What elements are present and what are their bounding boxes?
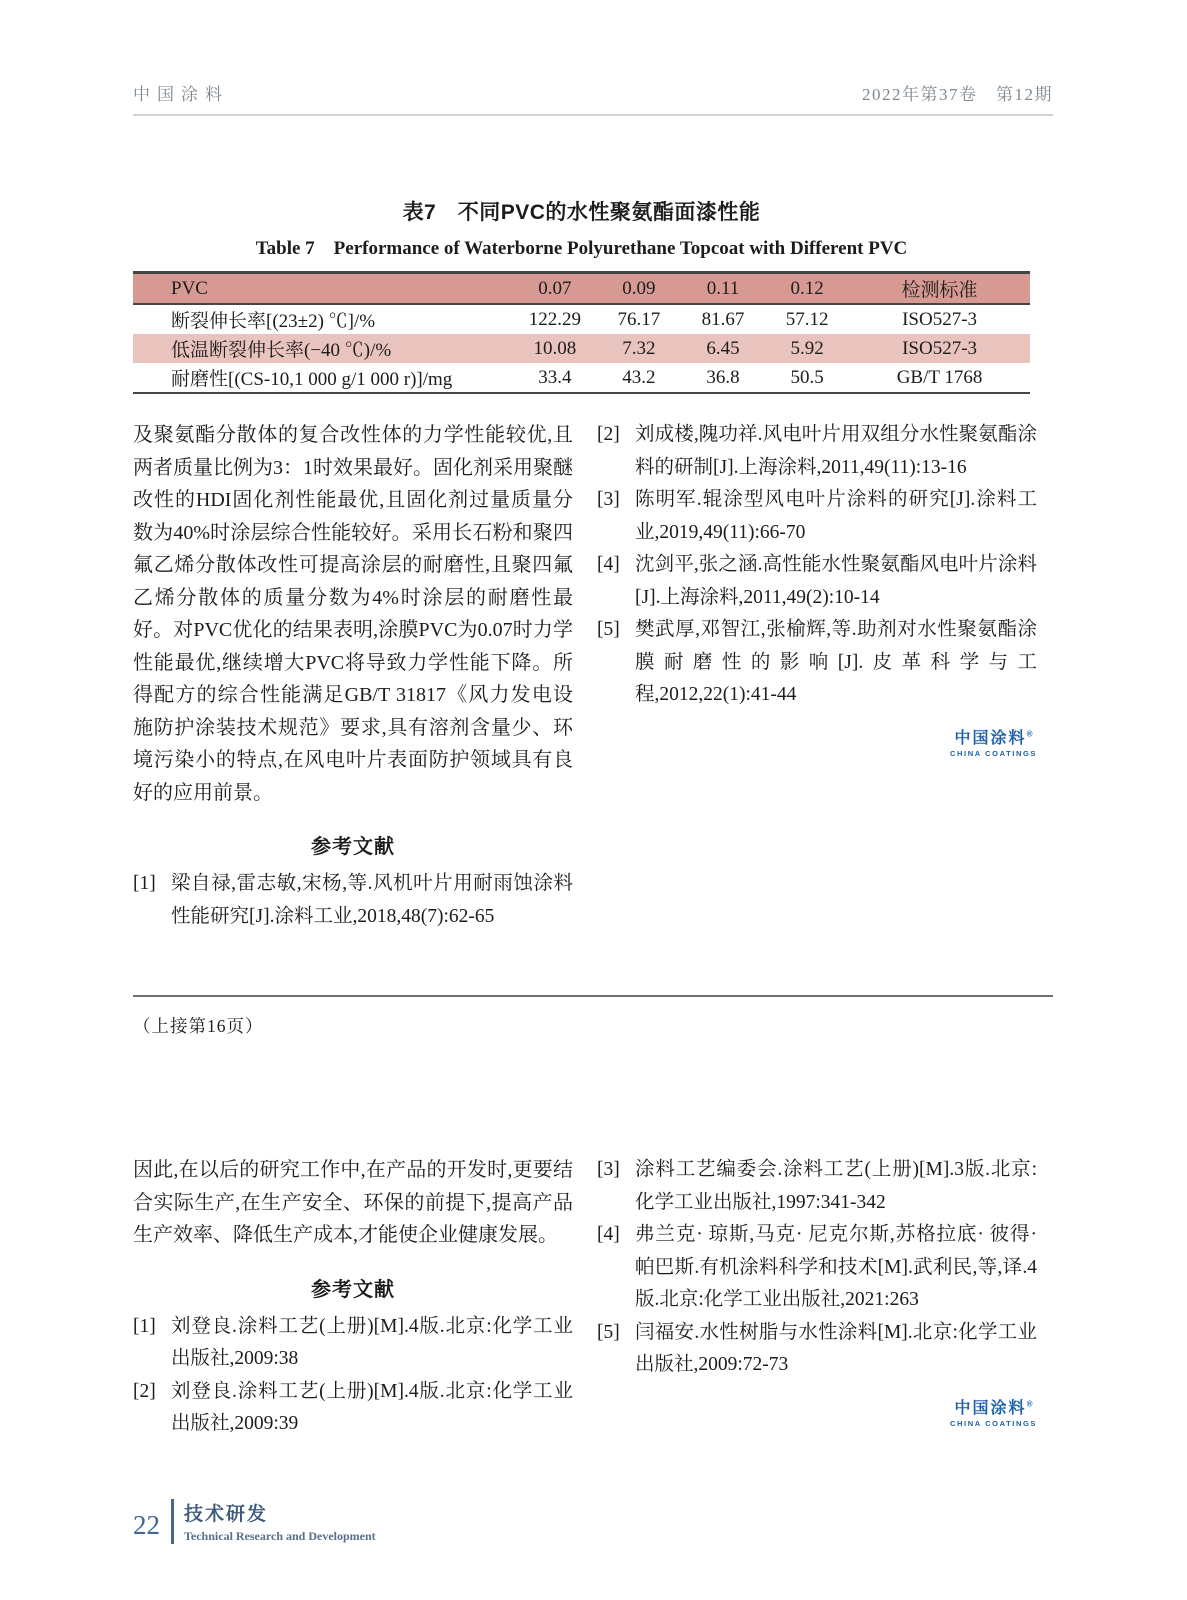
article-2 [133,1154,1037,1441]
table-header-cell: PVC [171,277,208,299]
value-cell: GB/T 1768 [896,366,983,388]
conclusion-paragraph: 及聚氨酯分散体的复合改性体的力学性能较优,且两者质量比例为3：1时效果最好。固化剂采用聚醚改性的HDI固化剂性能最优,且固化剂过量质量分数为40%时涂层综合性能较好。采用长石粉和聚四氟乙烯分散体改性可提高涂层的耐磨性,且聚四氟乙烯分散体的质量分数为4%时涂层的耐磨性最好。对PVC优化的结果表明,涂膜PVC为0.07时力学性能最优,继续增大PVC将导致力学性能下降。所得配方的综合性能满足GB/T 31817《风力发电设施防护涂装技术规范》要求,具有溶剂含量少、环境污染小的特点,在风电叶片表面防护领域具有良好的应用前景。 [133,424,573,804]
value-cell: 5.92 [790,337,824,359]
value-cell: 43.2 [622,366,656,388]
table-row [133,363,1030,393]
reference-item [597,1317,1037,1382]
pvc-table [133,271,1030,394]
table-title-en: Table 7 Performance of Waterborne Polyurethane Topcoat with Different PVC [255,238,908,259]
page-footer [133,1499,376,1544]
reference-text: 陈明军.辊涂型风电叶片涂料的研究[J].涂料工业,2019,49(11):66-70 [635,489,1037,543]
table-header-cell: 0.11 [706,277,740,299]
references-heading-2: 参考文献 [311,1278,395,1301]
page-header [133,80,1053,116]
reference-text: 弗兰克· 琼斯,马克· 尼克尔斯,苏格拉底· 彼得· 帕巴斯.有机涂料科学和技术[M].武利民,等,译.4版.北京:化学工业出版社,2021:263 [635,1224,1037,1310]
table-title-cn: 表7 不同PVC的水性聚氨酯面漆性能 [402,201,761,224]
reference-text: 刘登良.涂料工艺(上册)[M].4版.北京:化学工业出版社,2009:38 [171,1315,573,1369]
reference-text: 刘成楼,隗功祥.风电叶片用双组分水性聚氨酯涂料的研制[J].上海涂料,2011,49(11):13-16 [635,424,1037,478]
pvc-table-head-row [133,273,1030,305]
row-label-cell: 低温断裂伸长率(−40 ℃)/% [171,340,392,361]
reference-number: [4] [597,554,620,575]
reference-item [597,1154,1037,1219]
value-cell: ISO527-3 [902,308,978,330]
reference-number: [2] [133,1380,156,1402]
reference-number: [4] [597,1224,620,1245]
reference-text: 刘登良.涂料工艺(上册)[M].4版.北京:化学工业出版社,2009:39 [171,1380,573,1434]
reference-list [133,868,573,933]
article-1 [133,419,1037,933]
logo-text-cn [950,725,1037,748]
row-label-cell: 断裂伸长率[(23±2) ℃]/% [171,311,376,332]
value-cell: 122.29 [528,308,581,330]
logo-text-cn [950,1395,1037,1418]
article-2-right-column [597,1154,1037,1441]
references-heading-1: 参考文献 [311,836,395,858]
footer-divider-bar [171,1499,174,1544]
logo-text-en: CHINA COATINGS [950,1418,1037,1428]
logo-text-en: CHINA COATINGS [950,748,1037,758]
reference-item [597,1219,1037,1317]
reference-item [597,419,1037,484]
table-block [133,196,1030,394]
issue-info: 2022年第37卷 第12期 [862,85,1053,104]
value-cell: 36.8 [706,366,740,388]
section-name-en: Technical Research and Development [184,1529,376,1543]
article-1-left-column [133,419,573,933]
conclusion-paragraph-2: 因此,在以后的研究工作中,在产品的开发时,更要结合实际生产,在生产安全、环保的前提下,提高产品生产效率、降低生产成本,才能使企业健康发展。 [133,1159,573,1246]
reference-text: 涂料工艺编委会.涂料工艺(上册)[M].3版.北京:化学工业出版社,1997:341-342 [635,1159,1037,1213]
section-name-cn: 技术研发 [184,1504,269,1525]
journal-name: 中国涂料 [133,85,229,104]
china-coatings-logo [950,1395,1037,1428]
pvc-table-body [133,304,1030,393]
section-divider [133,995,1053,997]
value-cell: ISO527-3 [902,337,978,359]
table-row [133,304,1030,334]
article-1-right-column [597,419,1037,933]
reference-number: [5] [597,1321,620,1343]
reference-number: [3] [597,1159,620,1180]
table-header-cell: 0.09 [622,277,656,299]
reference-item [597,614,1037,712]
page-number: 22 [133,1510,160,1540]
value-cell: 33.4 [538,366,572,388]
registered-mark: ® [1026,1399,1033,1409]
reference-number: [3] [597,489,620,510]
value-cell: 57.12 [785,308,829,330]
value-cell: 50.5 [790,366,824,388]
reference-text: 樊武厚,邓智江,张榆辉,等.助剂对水性聚氨酯涂膜耐磨性的影响[J].皮革科学与工程,2012,22(1):41-44 [635,619,1037,705]
logo-text: 中国涂料 [954,1399,1027,1417]
logo-text: 中国涂料 [954,729,1027,747]
value-cell: 7.32 [622,337,656,359]
reference-item [133,1376,573,1441]
reference-item [597,549,1037,614]
value-cell: 10.08 [533,337,577,359]
reference-number: [5] [597,619,620,640]
registered-mark: ® [1026,729,1033,739]
table-header-cell: 检测标准 [901,280,978,301]
reference-text: 闫福安.水性树脂与水性涂料[M].北京:化学工业出版社,2009:72-73 [635,1321,1037,1375]
reference-number: [2] [597,424,620,445]
reference-item [597,484,1037,549]
logo-wrap [597,1395,1037,1428]
table-header-cell: 0.07 [538,277,572,299]
reference-text: 梁自禄,雷志敏,宋杨,等.风机叶片用耐雨蚀涂料性能研究[J].涂料工业,2018,48(7):62-65 [171,873,573,927]
row-label-cell: 耐磨性[(CS-10,1 000 g/1 000 r)]/mg [171,369,453,390]
reference-item [133,868,573,933]
reference-number: [1] [133,873,156,894]
china-coatings-logo [950,725,1037,758]
reference-item [133,1311,573,1376]
reference-list [597,419,1037,712]
value-cell: 6.45 [706,337,740,359]
logo-wrap [597,725,1037,758]
value-cell: 81.67 [701,308,745,330]
table-row [133,334,1030,363]
value-cell: 76.17 [617,308,661,330]
reference-number: [1] [133,1315,156,1337]
reference-text: 沈剑平,张之涵.高性能水性聚氨酯风电叶片涂料[J].上海涂料,2011,49(2):10-14 [635,554,1037,608]
article-2-left-column [133,1154,573,1441]
table-header-cell: 0.12 [790,277,824,299]
reference-list [133,1311,573,1441]
continuation-note: （上接第16页） [133,1016,264,1036]
reference-list [597,1154,1037,1382]
